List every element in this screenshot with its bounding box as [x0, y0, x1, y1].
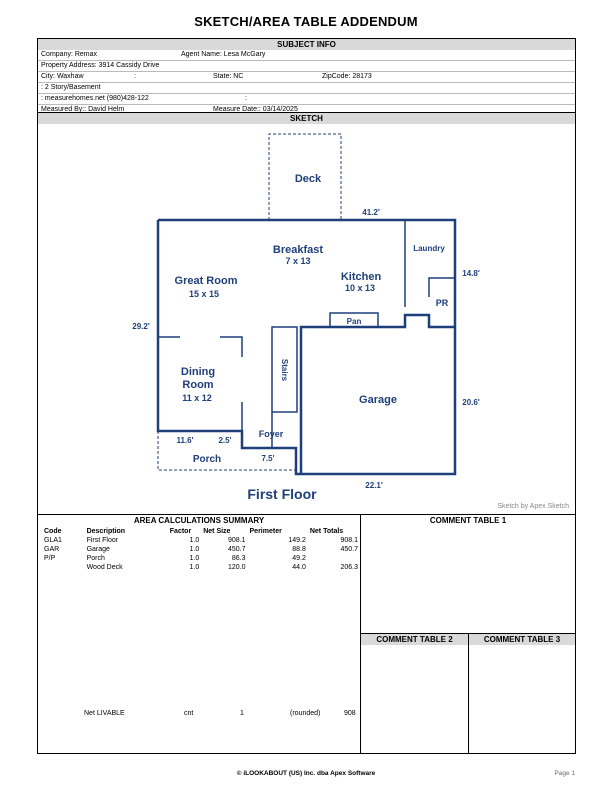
net-livable-count: 1: [240, 710, 244, 717]
table-row: [42, 563, 360, 572]
agent-field: Agent Name: Lesa McGary: [181, 51, 266, 58]
company-field: Company: Remax: [41, 51, 98, 58]
laundry-label: Laundry: [413, 244, 445, 253]
col-description: Description: [86, 528, 126, 535]
net-size-cell: 450.7: [227, 546, 246, 553]
table-row: [42, 536, 360, 545]
dining-label-2: Room: [182, 379, 214, 391]
net-size-cell: 120.0: [227, 564, 246, 571]
dim-14-8: 14.8': [462, 269, 480, 278]
net-total-cell: 908.1: [340, 537, 358, 544]
net-livable-label: Net LIVABLE: [84, 710, 125, 717]
page-title: SKETCH/AREA TABLE ADDENDUM: [194, 14, 418, 29]
net-total-cell: [308, 554, 360, 563]
description-cell: Garage: [86, 546, 110, 553]
comment-table-3: [468, 633, 576, 754]
garage-label: Garage: [359, 394, 397, 406]
zip-field: ZipCode: 28173: [322, 73, 372, 80]
area-table: [42, 527, 360, 572]
factor-cell: 1.0: [189, 564, 200, 571]
dim-22-1: 22.1': [365, 481, 383, 490]
table-row: [42, 545, 360, 554]
measured-by-field: Measured By:: David Helm: [41, 106, 125, 113]
floor-label: First Floor: [247, 486, 317, 502]
net-livable-rounded: (rounded): [290, 710, 321, 717]
code-cell: P/P: [44, 555, 56, 562]
description-cell: First Floor: [86, 537, 119, 544]
subject-row-story: [38, 83, 575, 94]
city-field: City: Waxhaw: [41, 73, 84, 80]
area-calculations-header: AREA CALCULATIONS SUMMARY: [38, 515, 360, 526]
net-livable-row: [38, 710, 360, 720]
dim-7-5: 7.5': [261, 454, 275, 463]
net-total-cell: 450.7: [340, 546, 358, 553]
floor-plan-sketch: [38, 125, 575, 515]
dining-size: 11 x 12: [182, 393, 212, 403]
pr-label: PR: [435, 298, 449, 308]
dim-2-5: 2.5': [218, 436, 232, 445]
city-separator: :: [134, 73, 136, 80]
code-cell: GLA1: [44, 537, 62, 544]
col-code: Code: [44, 528, 62, 535]
powder-room-wall: [429, 278, 455, 297]
net-livable-cnt: cnt: [184, 710, 194, 717]
foyer-label: Foyer: [258, 429, 284, 439]
sketch-credit: Sketch by Apex Sketch: [497, 503, 569, 510]
comment-table-2: [360, 633, 469, 754]
dim-11-6: 11.6': [176, 436, 194, 445]
factor-cell: 1.0: [189, 555, 200, 562]
story-field: : 2 Story/Basement: [41, 84, 101, 91]
net-size-cell: 86.3: [231, 555, 246, 562]
factor-cell: 1.0: [189, 537, 200, 544]
col-net-size: Net Size: [203, 528, 231, 535]
subject-info-header: SUBJECT INFO: [38, 39, 575, 50]
area-table-header: [42, 527, 360, 536]
comment-table-1: [360, 514, 576, 634]
col-factor: Factor: [169, 528, 192, 535]
measure-date-field: Measure Date:: 03/14/2025: [213, 106, 298, 113]
perimeter-cell: 88.8: [292, 546, 306, 553]
comment-table-3-header: COMMENT TABLE 3: [469, 634, 575, 645]
contact-separator: :: [245, 95, 247, 102]
kitchen-size: 10 x 13: [344, 283, 376, 293]
table-row: [42, 554, 360, 563]
area-calculations-section: [37, 514, 361, 754]
col-net-totals: Net Totals: [309, 528, 344, 535]
dining-wall-right: [220, 337, 242, 357]
footer-page-number: Page 1: [554, 770, 575, 777]
subject-row-contact: [38, 94, 575, 105]
description-cell: Porch: [86, 555, 105, 562]
footer-copyright: © iLOOKABOUT (US) Inc. dba Apex Software: [236, 770, 376, 777]
dim-41-2: 41.2': [362, 208, 380, 217]
state-field: State: NC: [213, 73, 244, 80]
net-size-cell: 908.1: [227, 537, 246, 544]
subject-info-section: [37, 38, 576, 113]
kitchen-label: Kitchen: [340, 271, 382, 283]
perimeter-cell: 49.2: [292, 555, 306, 562]
subject-row-city: [38, 72, 575, 83]
contact-field: : measurehomes.net (980)428-122: [41, 95, 149, 102]
deck-label: Deck: [294, 173, 322, 185]
sketch-section: [37, 112, 576, 515]
great-room-size: 15 x 15: [188, 289, 220, 299]
dim-20-6: 20.6': [462, 398, 480, 407]
subject-row-address: [38, 61, 575, 72]
sketch-header: SKETCH: [38, 113, 575, 124]
dim-29-2: 29.2': [132, 322, 150, 331]
perimeter-cell: 44.0: [292, 564, 306, 571]
breakfast-size: 7 x 13: [285, 256, 311, 266]
comment-table-1-header: COMMENT TABLE 1: [361, 515, 575, 526]
net-livable-total: 908: [344, 710, 356, 717]
pan-label: Pan: [346, 317, 362, 326]
dining-label-1: Dining: [180, 366, 216, 378]
breakfast-label: Breakfast: [272, 244, 324, 256]
perimeter-cell: 149.2: [288, 537, 306, 544]
description-cell: Wood Deck: [86, 564, 123, 571]
address-field: Property Address: 3914 Cassidy Drive: [41, 62, 160, 69]
code-cell: GAR: [44, 546, 60, 553]
subject-row-company: [38, 50, 575, 61]
factor-cell: 1.0: [189, 546, 200, 553]
comment-table-2-header: COMMENT TABLE 2: [361, 634, 468, 645]
porch-label: Porch: [192, 454, 222, 465]
stairs-label: Stairs: [280, 358, 289, 382]
code-cell: [42, 563, 85, 572]
col-perimeter: Perimeter: [249, 528, 282, 535]
net-total-cell: 206.3: [340, 564, 358, 571]
great-room-label: Great Room: [174, 275, 238, 287]
